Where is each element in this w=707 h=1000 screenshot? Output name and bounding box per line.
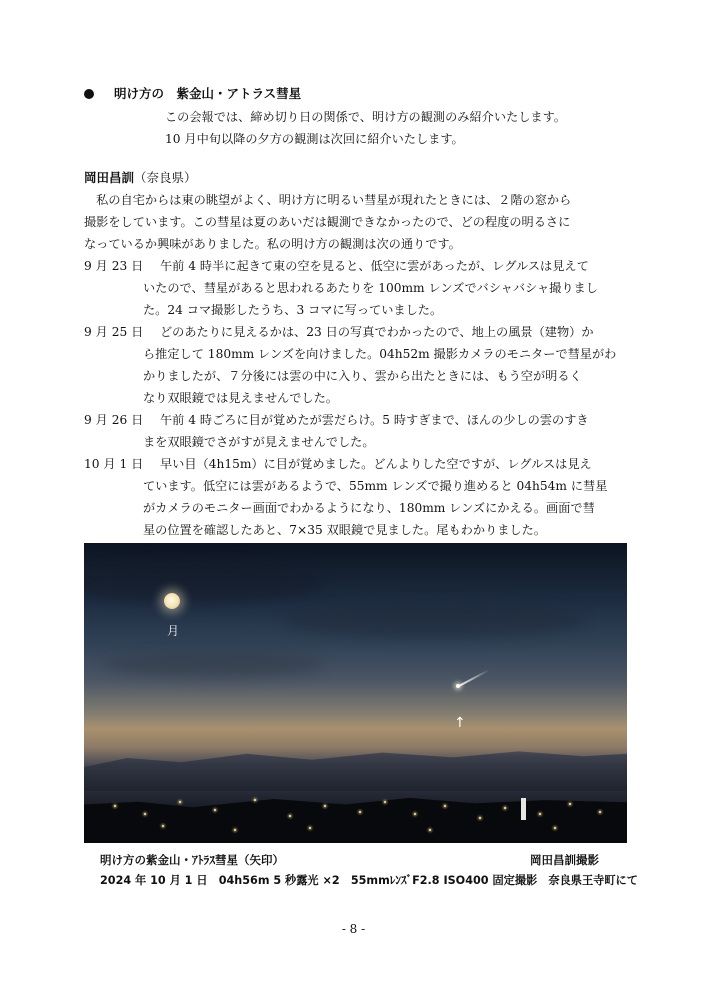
page-number: - 8 - [341,922,366,936]
entry-line: 早い目（4h15m）に目が覚めました。どんよりした空ですが、レグルスは見え [160,457,592,471]
author-line [84,168,197,186]
photo-credit: 岡田昌訓撮影 [530,853,599,867]
comet-photo [84,543,627,843]
entry-line: 星の位置を確認したあと、7×35 双眼鏡で見ました。尾もわかりました。 [143,523,546,537]
photo-caption: 明け方の紫金山・ｱﾄﾗｽ彗星（矢印） [100,853,284,867]
moon-label: 月 [167,624,180,638]
author-name: 岡田昌訓 [84,170,135,185]
entry-date: 10 月 1 日 [84,457,144,471]
arrow-icon: ↑ [454,715,466,731]
comet-head [456,684,460,688]
entry-line: どのあたりに見えるかは、23 日の写真でわかったので、地上の風景（建物）か [160,325,594,339]
photo-details: 2024 年 10 月 1 日 04h56m 5 秒露光 ×2 55mmﾚﾝｽﾞF2.8 ISO400 固定撮影 奈良県王寺町にて [100,874,638,887]
entry-line: ています。低空には雲があるようで、55mm レンズで撮り進めると 04h54m に彗星 [143,479,608,493]
section-heading [84,84,301,102]
body-line-2: 撮影をしています。この彗星は夏のあいだは観測できなかったので、どの程度の明るさに [84,215,571,229]
section-title: 明け方の 紫金山・アトラス彗星 [114,86,302,101]
body-line-1: 私の自宅からは東の眺望がよく、明け方に明るい彗星が現れたときには、２階の窓から [84,193,572,207]
moon [164,593,180,609]
entry-date: 9 月 26 日 [84,413,144,427]
body-line-3: なっているか興味がありました。私の明け方の観測は次の通りです。 [84,237,461,251]
city-lights [84,788,627,843]
entry-line: かりましたが、７分後には雲の中に入り、雲から出たときには、もう空が明るく [143,369,582,383]
mountains [84,731,627,791]
entry-date: 9 月 23 日 [84,259,144,273]
entry-line: た。24 コマ撮影したうち、3 コマに写っていました。 [143,303,443,317]
intro-line-2: 10 月中旬以降の夕方の観測は次回に紹介いたします。 [165,132,464,146]
intro-line-1: この会報では、締め切り日の関係で、明け方の観測のみ紹介いたします。 [165,110,566,124]
entry-date: 9 月 25 日 [84,325,144,339]
bullet-icon [84,89,94,99]
tower [521,798,526,820]
entry-line: がカメラのモニター画面でわかるようになり、180mm レンズにかえる。画面で彗 [143,501,595,515]
entry-line: 午前 4 時半に起きて東の空を見ると、低空に雲があったが、レグルスは見えて [160,259,589,273]
entry-line: ら推定して 180mm レンズを向けました。04h52m 撮影カメラのモニターで彗星がわ [143,347,617,361]
entry-line: まを双眼鏡でさがすが見えませんでした。 [143,435,375,449]
entry-line: 午前 4 時ごろに目が覚めたが雲だらけ。5 時すぎまで、ほんの少しの雲のすき [160,413,589,427]
author-prefecture: （奈良県） [134,170,197,185]
entry-line: なり双眼鏡では見えませんでした。 [143,391,338,405]
entry-line: いたので、彗星があると思われるあたりを 100mm レンズでバシャバシャ撮りまし [143,281,598,295]
comet-tail [459,669,490,687]
